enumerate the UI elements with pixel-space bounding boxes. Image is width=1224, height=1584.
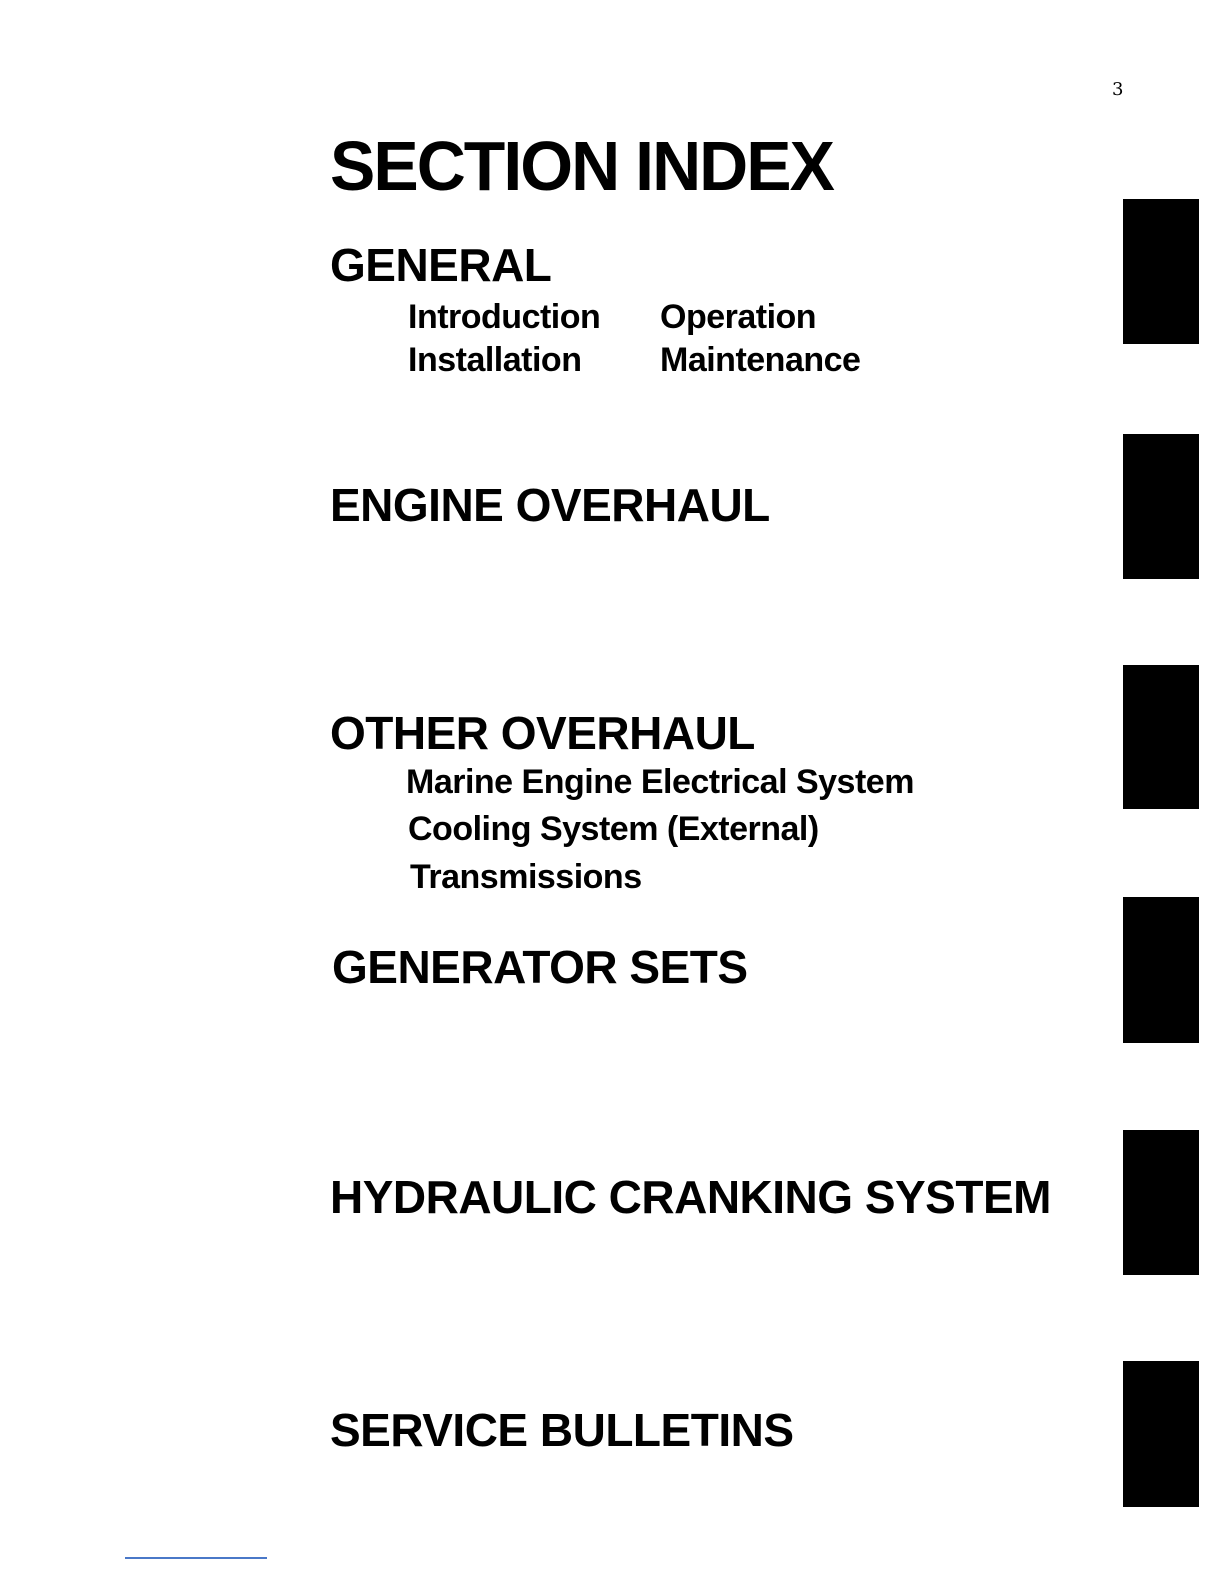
section-heading-generator-sets[interactable]: GENERATOR SETS [332,941,748,993]
page-number: 3 [1112,79,1124,100]
subsection-transmissions[interactable]: Transmissions [410,858,642,896]
subsection-installation[interactable]: Installation [408,341,582,379]
tab-marker-general[interactable] [1123,199,1199,344]
tab-marker-service-bulletins[interactable] [1123,1361,1199,1507]
section-heading-engine-overhaul[interactable]: ENGINE OVERHAUL [330,479,770,531]
section-heading-general[interactable]: GENERAL [330,239,552,291]
footer-rule [125,1557,267,1559]
tab-marker-engine-overhaul[interactable] [1123,434,1199,579]
section-heading-other-overhaul[interactable]: OTHER OVERHAUL [330,707,755,759]
tab-marker-other-overhaul[interactable] [1123,665,1199,809]
subsection-marine-engine-electrical-system[interactable]: Marine Engine Electrical System [406,763,914,801]
subsection-operation[interactable]: Operation [660,298,817,336]
section-heading-service-bulletins[interactable]: SERVICE BULLETINS [330,1404,794,1456]
page-title: SECTION INDEX [330,127,833,205]
subsection-maintenance[interactable]: Maintenance [660,341,861,379]
section-heading-hydraulic-cranking-system[interactable]: HYDRAULIC CRANKING SYSTEM [330,1171,1051,1223]
subsection-introduction[interactable]: Introduction [408,298,601,336]
subsection-cooling-system-external[interactable]: Cooling System (External) [408,810,819,848]
tab-marker-hydraulic-cranking-system[interactable] [1123,1130,1199,1275]
tab-marker-generator-sets[interactable] [1123,897,1199,1043]
